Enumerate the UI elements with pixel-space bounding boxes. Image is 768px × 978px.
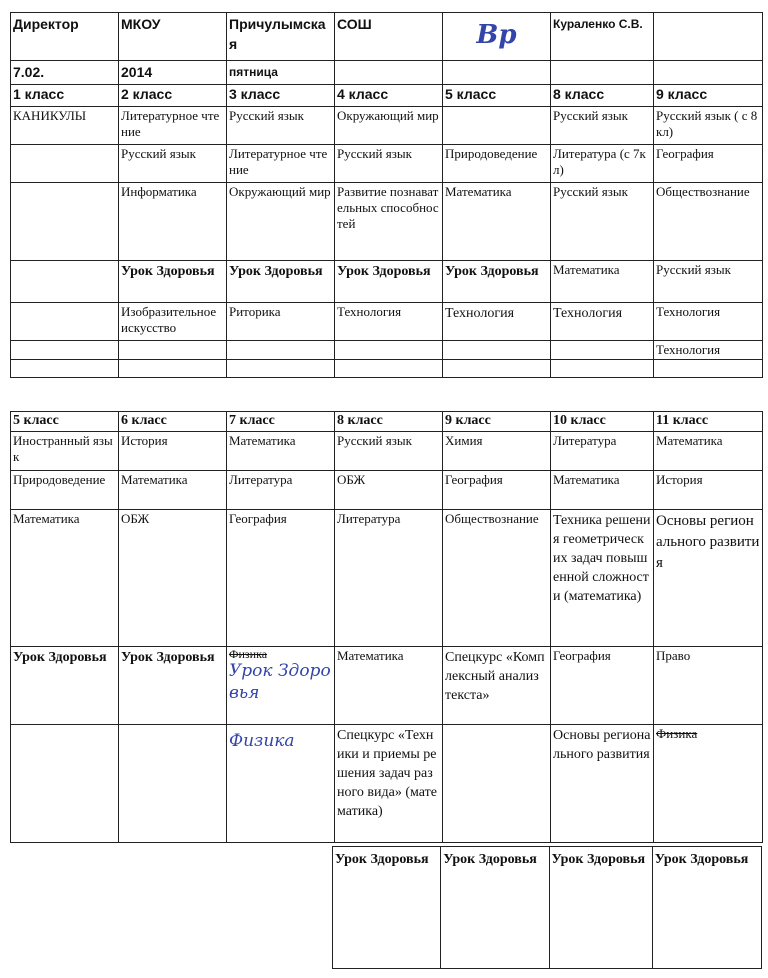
lesson-cell-corrected — [227, 647, 335, 725]
lesson-cell: Технология — [443, 303, 551, 341]
lesson-cell: География — [443, 471, 551, 510]
lesson-row — [11, 303, 763, 341]
class-header: 5 класс — [11, 412, 119, 432]
lesson-cell: Обществознание — [654, 183, 763, 261]
lesson-cell: Технология — [335, 303, 443, 341]
lesson-cell: Литературное чтение — [227, 145, 335, 183]
lesson-cell: Химия — [443, 432, 551, 471]
struck-text: Физика — [229, 647, 268, 661]
lesson-cell — [227, 341, 335, 360]
weekday: пятница — [227, 61, 335, 85]
lesson-cell — [654, 360, 763, 378]
date-empty-cell — [335, 61, 443, 85]
lesson-cell: Природоведение — [11, 471, 119, 510]
lesson-cell: Литературное чтение — [119, 107, 227, 145]
lesson-cell: Природоведение — [443, 145, 551, 183]
handwritten-text: Урок Здоровья — [229, 661, 331, 703]
lesson-cell: Основы регионального развития — [654, 510, 763, 647]
lesson-cell: Русский язык ( с 8кл) — [654, 107, 763, 145]
lesson-cell: Спецкурс «Комплексный анализ текста» — [443, 647, 551, 725]
lesson-cell: Урок Здоровья — [119, 647, 227, 725]
lesson-cell: Русский язык — [551, 183, 654, 261]
lesson-cell — [11, 341, 119, 360]
lesson-cell: Урок Здоровья — [652, 847, 761, 969]
lesson-cell: Окружающий мир — [335, 107, 443, 145]
lesson-cell: Техника решения геометрических задач повышенной сложности (математика) — [551, 510, 654, 647]
header-row — [11, 13, 763, 61]
lesson-cell — [335, 360, 443, 378]
handwritten-text: Физика — [229, 731, 295, 751]
lesson-cell — [654, 725, 763, 843]
lesson-cell: Литература — [227, 471, 335, 510]
school-type: МКОУ — [119, 13, 227, 61]
lesson-cell: Иностранный язык — [11, 432, 119, 471]
lesson-cell — [443, 341, 551, 360]
lesson-cell: Развитие познавательных способностей — [335, 183, 443, 261]
lesson-row — [11, 360, 763, 378]
lesson-cell: КАНИКУЛЫ — [11, 107, 119, 145]
class-header: 2 класс — [119, 85, 227, 107]
lesson-cell — [11, 725, 119, 843]
lesson-cell: ОБЖ — [335, 471, 443, 510]
lesson-row — [11, 432, 763, 471]
lesson-cell — [11, 261, 119, 303]
lesson-cell: Обществознание — [443, 510, 551, 647]
class-header: 9 класс — [654, 85, 763, 107]
schedule-table-1 — [10, 12, 763, 378]
lesson-cell: Урок Здоровья — [441, 847, 549, 969]
class-header: 5 класс — [443, 85, 551, 107]
lesson-cell: Русский язык — [654, 261, 763, 303]
lesson-row — [11, 107, 763, 145]
lesson-cell: География — [551, 647, 654, 725]
lesson-cell: Урок Здоровья — [11, 647, 119, 725]
class-header: 9 класс — [443, 412, 551, 432]
lesson-cell: Технология — [551, 303, 654, 341]
struck-text: Физика — [656, 726, 698, 741]
lesson-cell: История — [119, 432, 227, 471]
lesson-cell: Спецкурс «Техники и приемы решения задач разного вида» (математика) — [335, 725, 443, 843]
class-header: 3 класс — [227, 85, 335, 107]
lesson-cell: Урок Здоровья — [333, 847, 441, 969]
lesson-cell: Русский язык — [335, 145, 443, 183]
class-header: 10 класс — [551, 412, 654, 432]
class-header-row — [11, 85, 763, 107]
date-empty-cell — [551, 61, 654, 85]
lesson-cell — [119, 360, 227, 378]
lesson-cell — [443, 107, 551, 145]
lesson-cell: Основы регионального развития — [551, 725, 654, 843]
lesson-cell — [11, 145, 119, 183]
lesson-cell: Окружающий мир — [227, 183, 335, 261]
lesson-cell: Технология — [654, 341, 763, 360]
lesson-cell: Математика — [11, 510, 119, 647]
lesson-cell: Русский язык — [335, 432, 443, 471]
schedule-table-2 — [10, 411, 763, 843]
date-row — [11, 61, 763, 85]
lesson-cell: Информатика — [119, 183, 227, 261]
lesson-cell — [443, 360, 551, 378]
school-kind: СОШ — [335, 13, 443, 61]
lesson-cell: История — [654, 471, 763, 510]
lesson-cell: Русский язык — [119, 145, 227, 183]
lesson-cell — [335, 341, 443, 360]
class-header: 6 класс — [119, 412, 227, 432]
lesson-cell: Математика — [335, 647, 443, 725]
lesson-cell: Математика — [654, 432, 763, 471]
lesson-cell-handwritten — [227, 725, 335, 843]
lesson-cell: Математика — [227, 432, 335, 471]
lesson-cell — [11, 360, 119, 378]
lesson-row — [11, 471, 763, 510]
director-label: Директор — [11, 13, 119, 61]
lesson-cell: Урок Здоровья — [335, 261, 443, 303]
class-header: 8 класс — [335, 412, 443, 432]
lesson-cell: Математика — [119, 471, 227, 510]
signature — [443, 13, 551, 61]
header-empty-cell — [654, 13, 763, 61]
lesson-cell: Русский язык — [227, 107, 335, 145]
lesson-cell: Урок Здоровья — [119, 261, 227, 303]
lesson-row — [11, 647, 763, 725]
lesson-cell — [11, 303, 119, 341]
date-empty-cell — [443, 61, 551, 85]
lesson-row — [11, 183, 763, 261]
lesson-cell: Право — [654, 647, 763, 725]
lesson-cell: Технология — [654, 303, 763, 341]
lesson-cell: Риторика — [227, 303, 335, 341]
lesson-cell: Русский язык — [551, 107, 654, 145]
school-name: Причулымская — [227, 13, 335, 61]
lesson-cell: Урок Здоровья — [227, 261, 335, 303]
lesson-cell — [443, 725, 551, 843]
lesson-row — [11, 510, 763, 647]
director-name: Кураленко С.В. — [551, 13, 654, 61]
lesson-cell: Урок Здоровья — [549, 847, 652, 969]
lesson-cell — [227, 360, 335, 378]
lesson-cell: Литература (с 7кл) — [551, 145, 654, 183]
lesson-row — [333, 847, 762, 969]
class-header: 8 класс — [551, 85, 654, 107]
lesson-cell: Математика — [551, 471, 654, 510]
schedule-table-3 — [332, 846, 762, 969]
lesson-row — [11, 145, 763, 183]
lesson-cell — [119, 725, 227, 843]
lesson-cell: География — [227, 510, 335, 647]
lesson-cell: Математика — [443, 183, 551, 261]
lesson-cell: ОБЖ — [119, 510, 227, 647]
date: 7.02. — [11, 61, 119, 85]
class-header-row — [11, 412, 763, 432]
signature-text: Вр — [476, 20, 517, 50]
lesson-cell — [551, 341, 654, 360]
date-empty-cell — [654, 61, 763, 85]
lesson-row — [11, 725, 763, 843]
lesson-cell: Математика — [551, 261, 654, 303]
class-header: 1 класс — [11, 85, 119, 107]
lesson-row — [11, 261, 763, 303]
lesson-cell — [11, 183, 119, 261]
lesson-row — [11, 341, 763, 360]
year: 2014 — [119, 61, 227, 85]
class-header: 11 класс — [654, 412, 763, 432]
class-header: 4 класс — [335, 85, 443, 107]
lesson-cell — [119, 341, 227, 360]
lesson-cell: География — [654, 145, 763, 183]
lesson-cell: Литература — [551, 432, 654, 471]
lesson-cell: Урок Здоровья — [443, 261, 551, 303]
lesson-cell: Изобразительное искусство — [119, 303, 227, 341]
lesson-cell — [551, 360, 654, 378]
class-header: 7 класс — [227, 412, 335, 432]
lesson-cell: Литература — [335, 510, 443, 647]
